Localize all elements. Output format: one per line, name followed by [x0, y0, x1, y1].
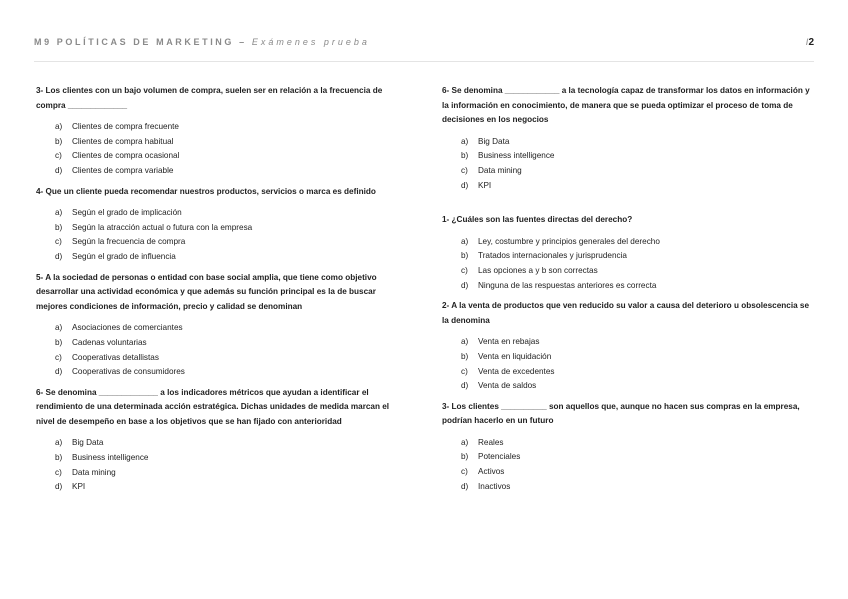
option-text: Venta en liquidación — [478, 351, 552, 361]
option-letter: a) — [55, 323, 63, 333]
answer-option — [461, 480, 814, 495]
option-text: Venta en rebajas — [478, 337, 540, 347]
option-letter: d) — [55, 482, 63, 492]
option-text: Reales — [478, 437, 504, 447]
option-letter: c) — [461, 265, 468, 275]
option-text: Clientes de compra habitual — [72, 136, 174, 146]
page-number-slash: / — [805, 37, 809, 47]
header-divider — [34, 61, 814, 62]
answer-options — [442, 235, 814, 293]
option-letter: b) — [55, 453, 63, 463]
answer-option — [461, 135, 814, 150]
option-letter: a) — [55, 208, 63, 218]
option-text: Según la atracción actual o futura con la empresa — [72, 222, 253, 232]
option-text: Venta de excedentes — [478, 366, 555, 376]
option-letter: d) — [461, 280, 469, 290]
answer-option — [55, 250, 408, 265]
option-letter: a) — [461, 437, 469, 447]
option-text: Big Data — [478, 136, 510, 146]
option-letter: c) — [55, 237, 62, 247]
question-text: 6- Se denomina _____________ a los indicadores métricos que ayudan a identificar el rendimiento de una determinada acción estratégica. Dichas unidades de medida marcan el nivel de desempeño en base a los objetivos que se han fijado con anterioridad — [36, 387, 390, 426]
answer-options — [36, 436, 408, 494]
question-text: 4- Que un cliente pueda recomendar nuestros productos, servicios o marca es definido — [36, 186, 376, 196]
option-letter: a) — [55, 438, 63, 448]
answer-option — [461, 249, 814, 264]
option-letter: d) — [461, 381, 469, 391]
option-letter: c) — [461, 366, 468, 376]
option-text: Cooperativas detallistas — [72, 352, 159, 362]
answer-options — [36, 120, 408, 178]
option-text: Business intelligence — [72, 453, 149, 463]
option-letter: a) — [55, 122, 63, 132]
answer-option — [55, 149, 408, 164]
answer-option — [461, 179, 814, 194]
option-text: Las opciones a y b son correctas — [478, 265, 598, 275]
option-letter: c) — [461, 467, 468, 477]
option-text: Data mining — [478, 165, 522, 175]
option-text: Big Data — [72, 438, 104, 448]
question-text: 2- A la venta de productos que ven reducido su valor a causa del deterioro u obsolescencia se la denomina — [442, 301, 810, 325]
answer-options — [36, 321, 408, 379]
answer-option — [55, 436, 408, 451]
question — [442, 213, 814, 293]
option-text: Ley, costumbre y principios generales del derecho — [478, 236, 660, 246]
answer-option — [55, 480, 408, 495]
page-number-value: 2 — [808, 37, 814, 48]
question — [442, 84, 814, 193]
answer-option — [55, 120, 408, 135]
answer-option — [461, 149, 814, 164]
answer-option — [55, 321, 408, 336]
question — [36, 386, 408, 495]
page-number — [806, 37, 814, 48]
option-letter: c) — [55, 151, 62, 161]
option-text: Cadenas voluntarias — [72, 337, 147, 347]
option-letter: b) — [461, 351, 469, 361]
answer-option — [55, 351, 408, 366]
question — [36, 84, 408, 179]
question — [442, 299, 814, 394]
answer-option — [461, 465, 814, 480]
option-text: Data mining — [72, 467, 116, 477]
right-column — [442, 84, 814, 500]
option-letter: d) — [461, 180, 469, 190]
answer-option — [461, 279, 814, 294]
answer-option — [55, 466, 408, 481]
page-header — [34, 37, 814, 51]
answer-options — [442, 135, 814, 193]
option-letter: d) — [55, 165, 63, 175]
option-letter: d) — [55, 251, 63, 261]
question-spacer — [442, 199, 814, 213]
option-text: Asociaciones de comerciantes — [72, 323, 183, 333]
answer-option — [461, 350, 814, 365]
answer-option — [461, 436, 814, 451]
option-letter: b) — [461, 452, 469, 462]
option-text: Venta de saldos — [478, 381, 537, 391]
answer-options — [36, 206, 408, 264]
option-text: KPI — [72, 482, 86, 492]
answer-option — [461, 235, 814, 250]
answer-option — [461, 335, 814, 350]
answer-option — [461, 164, 814, 179]
option-letter: a) — [461, 337, 469, 347]
option-text: Potenciales — [478, 452, 521, 462]
document-title-sub: Exámenes prueba — [251, 37, 370, 47]
option-text: Cooperativas de consumidores — [72, 367, 185, 377]
answer-option — [55, 235, 408, 250]
option-letter: d) — [461, 481, 469, 491]
option-letter: b) — [461, 151, 469, 161]
option-letter: d) — [55, 367, 63, 377]
question-text: 1- ¿Cuáles son las fuentes directas del derecho? — [442, 215, 633, 225]
option-letter: c) — [461, 165, 468, 175]
question — [442, 400, 814, 495]
answer-option — [55, 135, 408, 150]
answer-option — [461, 365, 814, 380]
document-title-main: M9 POLÍTICAS DE MARKETING – — [34, 37, 252, 47]
option-letter: c) — [55, 352, 62, 362]
option-text: KPI — [478, 180, 492, 190]
option-text: Clientes de compra variable — [72, 165, 174, 175]
question-text: 6- Se denomina ____________ a la tecnología capaz de transformar los datos en información y la información en conocimiento, de manera que se pueda optimizar el proceso de toma de decisiones en los negocios — [442, 86, 810, 125]
option-letter: b) — [55, 337, 63, 347]
question — [36, 271, 408, 380]
answer-option — [461, 264, 814, 279]
answer-option — [55, 221, 408, 236]
option-text: Tratados internacionales y jurisprudencia — [478, 251, 627, 261]
left-column — [36, 84, 408, 501]
option-text: Clientes de compra frecuente — [72, 122, 179, 132]
option-text: Inactivos — [478, 481, 511, 491]
option-letter: a) — [461, 236, 469, 246]
option-text: Business intelligence — [478, 151, 555, 161]
question-text: 3- Los clientes con un bajo volumen de compra, suelen ser en relación a la frecuencia de compra _____________ — [36, 86, 383, 110]
answer-option — [55, 451, 408, 466]
answer-option — [55, 336, 408, 351]
answer-options — [442, 335, 814, 393]
document-title — [34, 37, 370, 47]
answer-option — [55, 206, 408, 221]
question-text: 3- Los clientes __________ son aquellos que, aunque no hacen sus compras en la empresa, podrían hacerlo en un futuro — [442, 401, 800, 426]
option-letter: b) — [461, 251, 469, 261]
option-text: Según el grado de implicación — [72, 208, 182, 218]
answer-option — [461, 379, 814, 394]
option-text: Clientes de compra ocasional — [72, 151, 180, 161]
answer-option — [55, 164, 408, 179]
option-letter: b) — [55, 222, 63, 232]
question — [36, 185, 408, 265]
option-text: Según el grado de influencia — [72, 251, 176, 261]
option-letter: a) — [461, 136, 469, 146]
option-text: Según la frecuencia de compra — [72, 237, 186, 247]
option-text: Activos — [478, 467, 505, 477]
option-letter: c) — [55, 467, 62, 477]
option-letter: b) — [55, 136, 63, 146]
option-text: Ninguna de las respuestas anteriores es correcta — [478, 280, 657, 290]
question-text: 5- A la sociedad de personas o entidad con base social amplia, que tiene como objetivo desarrollar una actividad económica y que además su función principal es la de buscar mejores condiciones de información, precio y calidad se denominan — [36, 272, 377, 311]
answer-options — [442, 436, 814, 494]
answer-option — [55, 365, 408, 380]
answer-option — [461, 450, 814, 465]
